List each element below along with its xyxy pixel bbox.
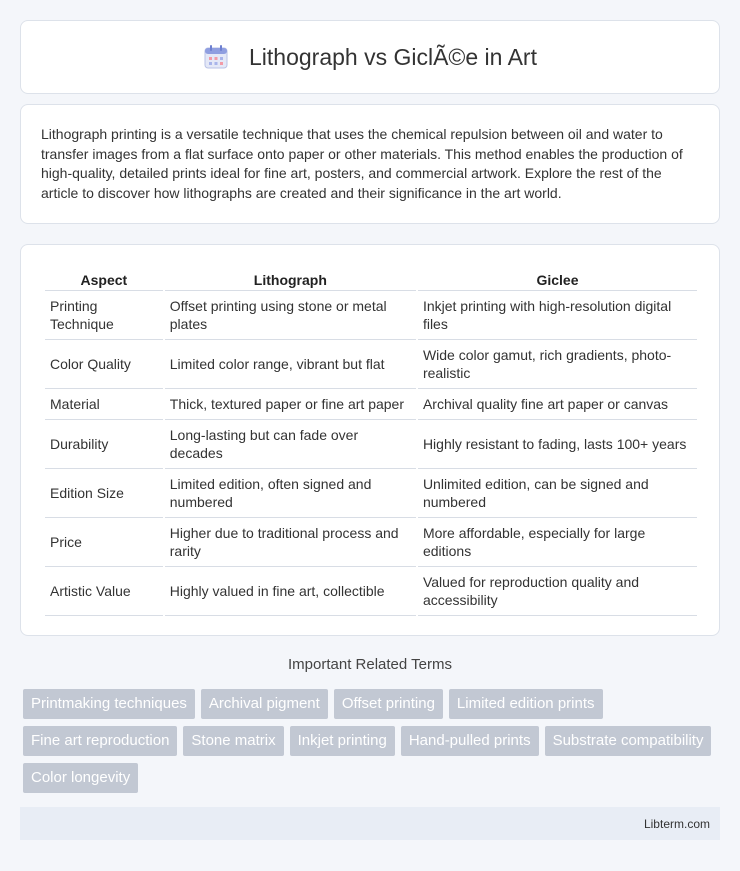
cell-aspect: Price <box>45 518 163 567</box>
cell-lithograph: Limited edition, often signed and numbered <box>165 469 416 518</box>
calendar-icon <box>203 44 229 70</box>
footer-site-link[interactable]: Libterm.com <box>643 816 710 831</box>
table-row <box>45 420 697 469</box>
cell-aspect: Artistic Value <box>45 567 163 616</box>
page-title: Lithograph vs GiclÃ©e in Art <box>249 43 537 70</box>
comparison-card <box>20 244 720 636</box>
cell-aspect: Printing Technique <box>45 291 163 340</box>
related-tags <box>23 689 723 793</box>
cell-aspect: Color Quality <box>45 340 163 389</box>
tag-archival-pigment[interactable]: Archival pigment <box>201 689 328 719</box>
cell-giclee: Wide color gamut, rich gradients, photo-realistic <box>418 340 697 389</box>
table-row <box>45 469 697 518</box>
footer <box>20 807 720 840</box>
table-row <box>45 291 697 340</box>
cell-giclee: More affordable, especially for large editions <box>418 518 697 567</box>
intro-card <box>20 104 720 224</box>
header-lithograph: Lithograph <box>165 267 416 291</box>
tag-printmaking-techniques[interactable]: Printmaking techniques <box>23 689 195 719</box>
cell-aspect: Edition Size <box>45 469 163 518</box>
tag-substrate-compatibility[interactable]: Substrate compatibility <box>545 726 712 756</box>
header-card <box>20 20 720 94</box>
header-giclee: Giclee <box>418 267 697 291</box>
cell-giclee: Unlimited edition, can be signed and numbered <box>418 469 697 518</box>
cell-lithograph: Thick, textured paper or fine art paper <box>165 389 416 420</box>
cell-lithograph: Offset printing using stone or metal plates <box>165 291 416 340</box>
tag-limited-edition-prints[interactable]: Limited edition prints <box>449 689 603 719</box>
header-aspect: Aspect <box>45 267 163 291</box>
table-row <box>45 389 697 420</box>
table-row <box>45 567 697 616</box>
intro-text: Lithograph printing is a versatile technique that uses the chemical repulsion between oil and water to transfer images from a flat surface onto paper or other materials. This method enables the production of high-quality, detailed prints ideal for fine art, posters, and commercial artwork. Explore the rest of the article to discover how lithographs are created and their significance in the art world. <box>41 126 683 201</box>
cell-giclee: Archival quality fine art paper or canvas <box>418 389 697 420</box>
comparison-table <box>43 267 699 616</box>
tag-fine-art-reproduction[interactable]: Fine art reproduction <box>23 726 177 756</box>
cell-lithograph: Higher due to traditional process and rarity <box>165 518 416 567</box>
table-row <box>45 340 697 389</box>
tag-inkjet-printing[interactable]: Inkjet printing <box>290 726 395 756</box>
header <box>203 44 537 71</box>
cell-giclee: Inkjet printing with high-resolution digital files <box>418 291 697 340</box>
tag-hand-pulled-prints[interactable]: Hand-pulled prints <box>401 726 539 756</box>
tag-stone-matrix[interactable]: Stone matrix <box>183 726 283 756</box>
tag-color-longevity[interactable]: Color longevity <box>23 763 138 793</box>
cell-aspect: Material <box>45 389 163 420</box>
cell-giclee: Valued for reproduction quality and accessibility <box>418 567 697 616</box>
cell-lithograph: Long-lasting but can fade over decades <box>165 420 416 469</box>
tag-offset-printing[interactable]: Offset printing <box>334 689 443 719</box>
related-terms-title: Important Related Terms <box>288 656 452 673</box>
table-row <box>45 518 697 567</box>
cell-giclee: Highly resistant to fading, lasts 100+ years <box>418 420 697 469</box>
cell-lithograph: Limited color range, vibrant but flat <box>165 340 416 389</box>
cell-lithograph: Highly valued in fine art, collectible <box>165 567 416 616</box>
cell-aspect: Durability <box>45 420 163 469</box>
